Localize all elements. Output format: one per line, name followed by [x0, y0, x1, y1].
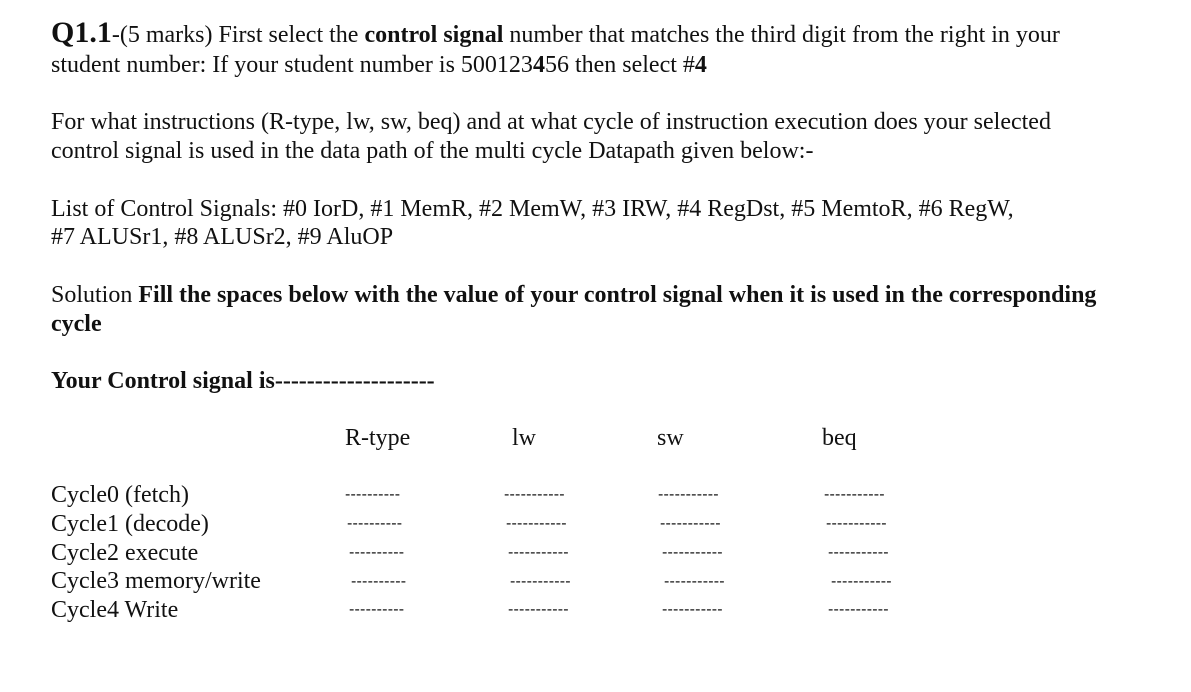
selected-number: 4	[694, 52, 707, 78]
instructions-line-1: For what instructions (R-type, lw, sw, beq) and at what cycle of instruction execution does your selected	[51, 109, 1051, 135]
blank-cycle1-lw[interactable]: -----------	[506, 515, 567, 532]
blank-cycle0-rtype[interactable]: ----------	[345, 486, 401, 503]
solution-line-2: cycle	[51, 311, 102, 337]
blank-cycle2-beq[interactable]: -----------	[828, 544, 889, 561]
blank-cycle1-beq[interactable]: -----------	[826, 515, 887, 532]
highlighted-digit: 4	[532, 52, 545, 78]
row-label-cycle2: Cycle2 execute	[51, 540, 199, 566]
header-lw: lw	[512, 425, 536, 451]
blank-cycle3-sw[interactable]: -----------	[664, 573, 725, 590]
question-label: Q1.1	[51, 16, 112, 49]
blank-cycle2-sw[interactable]: -----------	[662, 544, 723, 561]
blank-cycle1-rtype[interactable]: ----------	[347, 515, 403, 532]
blank-cycle0-sw[interactable]: -----------	[658, 486, 719, 503]
blank-cycle0-beq[interactable]: -----------	[824, 486, 885, 503]
your-control-signal: Your Control signal is--------------------	[51, 368, 435, 394]
solution-bold-text: Fill the spaces below with the value of your control signal when it is used in the corresponding	[138, 282, 1097, 308]
instructions-line-2: control signal is used in the data path of the multi cycle Datapath given below:-	[51, 138, 814, 164]
blank-cycle4-beq[interactable]: -----------	[828, 601, 889, 618]
blank-cycle4-sw[interactable]: -----------	[662, 601, 723, 618]
blank-cycle0-lw[interactable]: -----------	[504, 486, 565, 503]
blank-cycle1-sw[interactable]: -----------	[660, 515, 721, 532]
question-line-2	[51, 51, 707, 80]
blank-cycle3-lw[interactable]: -----------	[510, 573, 571, 590]
question-line2-pre: student number: If your student number is 500123	[51, 52, 533, 78]
question-line-1	[51, 18, 1060, 50]
header-beq: beq	[822, 425, 857, 451]
signals-list-line-2: #7 ALUSr1, #8 ALUSr2, #9 AluOP	[51, 224, 394, 250]
question-marks: -(5 marks) First select the	[111, 22, 365, 48]
header-sw: sw	[657, 425, 684, 451]
blank-cycle4-lw[interactable]: -----------	[508, 601, 569, 618]
header-r-type: R-type	[345, 425, 411, 451]
solution-line-1	[51, 281, 1096, 310]
row-label-cycle4: Cycle4 Write	[51, 597, 179, 623]
row-label-cycle1: Cycle1 (decode)	[51, 511, 209, 537]
solution-prefix: Solution	[51, 282, 139, 308]
row-label-cycle3: Cycle3 memory/write	[51, 568, 261, 594]
question-line2-mid: 56 then select #	[544, 52, 695, 78]
row-label-cycle0: Cycle0 (fetch)	[51, 482, 189, 508]
signals-list-line-1: List of Control Signals: #0 IorD, #1 MemR, #2 MemW, #3 IRW, #4 RegDst, #5 MemtoR, #6 RegW,	[51, 196, 1014, 222]
blank-cycle4-rtype[interactable]: ----------	[349, 601, 405, 618]
blank-cycle2-lw[interactable]: -----------	[508, 544, 569, 561]
blank-cycle2-rtype[interactable]: ----------	[349, 544, 405, 561]
question-line1-rest: number that matches the third digit from the right in your	[503, 22, 1060, 48]
control-signal-term: control signal	[364, 22, 504, 48]
blank-cycle3-rtype[interactable]: ----------	[351, 573, 407, 590]
blank-cycle3-beq[interactable]: -----------	[831, 573, 892, 590]
